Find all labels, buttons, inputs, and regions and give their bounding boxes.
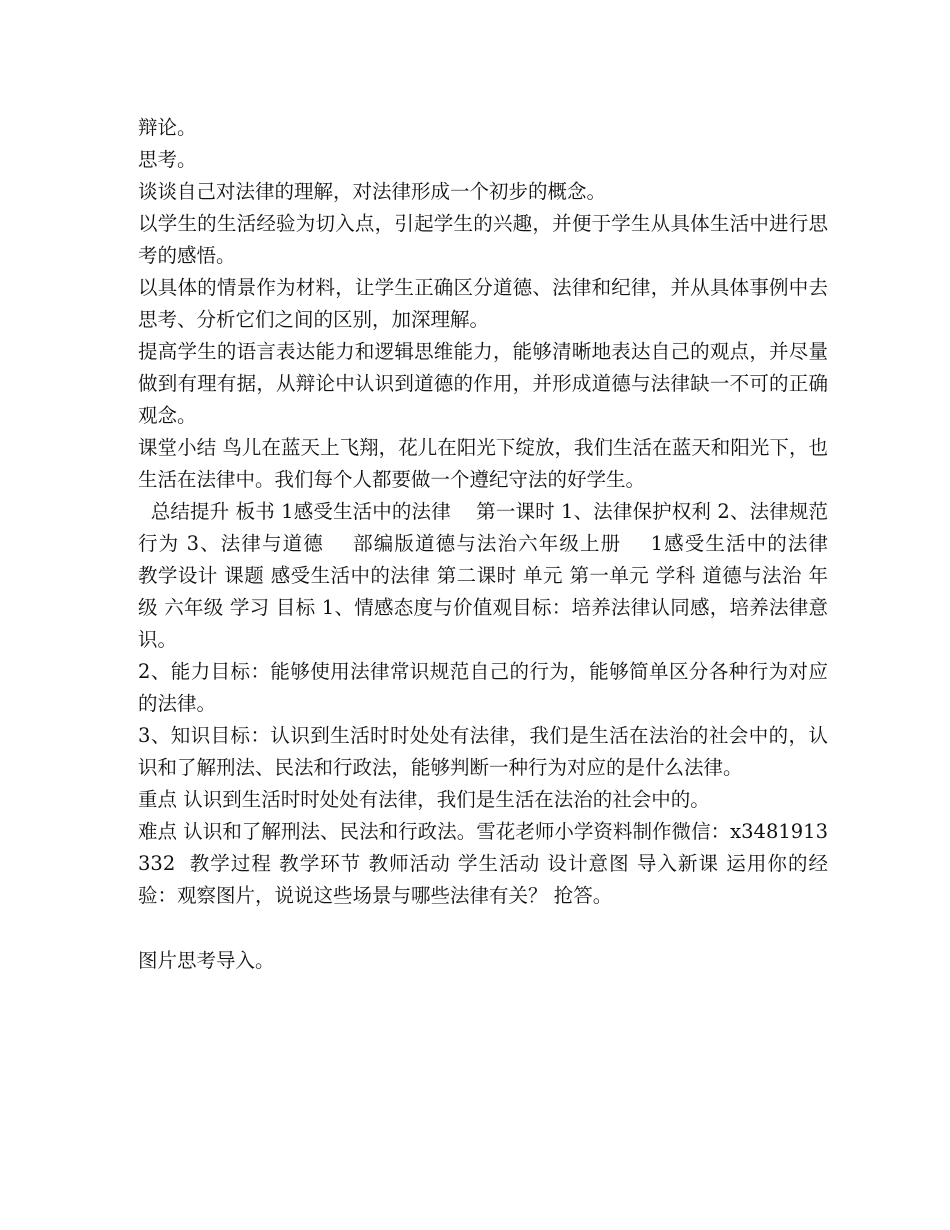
paragraph-board-and-design: 总结提升 板书 1感受生活中的法律 第一课时 1、法律保护权利 2、法律规范行为 3、法律与道德 部编版道德与法治六年级上册 1感受生活中的法律 教学设计 课题 感受生活中的法律 第二课时 单元 第一单元 学科 道德与法治 年级 六年级 学习 目标 1、情感态度与价值观目标：培养法律认同感，培养法律意识。 bbox=[138, 500, 853, 651]
paragraph-key-point: 重点 认识到生活时时处处有法律，我们是生活在法治的社会中的。 bbox=[138, 788, 710, 811]
document-page bbox=[138, 112, 853, 977]
paragraph-picture-intro: 图片思考导入。 bbox=[138, 949, 275, 972]
paragraph-scenario: 以具体的情景作为材料，让学生正确区分道德、法律和纪律，并从具体事例中去思考、分析它们之间的区别，加深理解。 bbox=[138, 276, 828, 331]
paragraph-class-summary: 课堂小结 鸟儿在蓝天上飞翔，花儿在阳光下绽放，我们生活在蓝天和阳光下，也生活在法律中。我们每个人都要做一个遵纪守法的好学生。 bbox=[138, 436, 828, 491]
paragraph-think: 思考。 bbox=[138, 148, 197, 171]
paragraph-debate: 辩论。 bbox=[138, 116, 197, 139]
paragraph-expression: 提高学生的语言表达能力和逻辑思维能力，能够清晰地表达自己的观点，并尽量做到有理有据，从辩论中认识到道德的作用，并形成道德与法律缺一不可的正确观念。 bbox=[138, 340, 828, 427]
paragraph-life-experience: 以学生的生活经验为切入点，引起学生的兴趣，并便于学生从具体生活中进行思考的感悟。 bbox=[138, 212, 828, 267]
paragraph-difficult-point: 难点 认识和了解刑法、民法和行政法。雪花老师小学资料制作微信：x3481913332 教学过程 教学环节 教师活动 学生活动 设计意图 导入新课 运用你的经验：观察图片，说说这些场景与哪些法律有关？ 抢答。 bbox=[138, 820, 828, 907]
paragraph-knowledge-goal: 3、知识目标：认识到生活时时处处有法律，我们是生活在法治的社会中的，认识和了解刑法、民法和行政法，能够判断一种行为对应的是什么法律。 bbox=[138, 724, 828, 779]
paragraph-spacer bbox=[138, 912, 828, 945]
paragraph-ability-goal: 2、能力目标：能够使用法律常识规范自己的行为，能够简单区分各种行为对应的法律。 bbox=[138, 660, 828, 715]
paragraph-understanding: 谈谈自己对法律的理解，对法律形成一个初步的概念。 bbox=[138, 180, 607, 203]
